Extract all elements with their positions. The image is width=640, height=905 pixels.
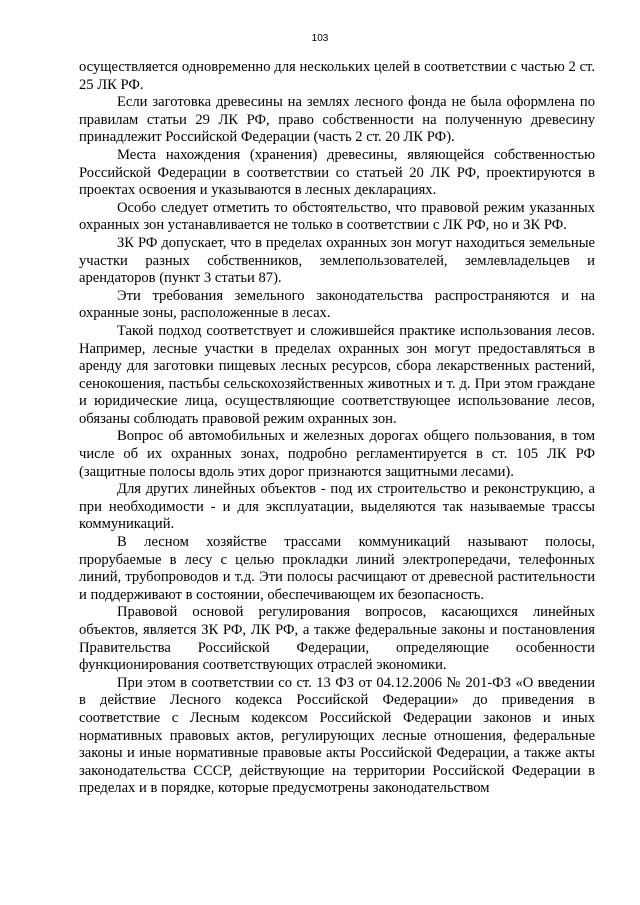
paragraph-9: Для других линейных объектов - под их строительство и реконструкцию, а при необходимости - и для эксплуатации, выделяются так называемые трассы коммуникаций. [79,481,595,533]
paragraph-2: Если заготовка древесины на землях лесного фонда не была оформлена по правилам статьи 29 ЛК РФ, право собственности на полученную древесину принадлежит Российской Федерации (часть 2 ст. 20 ЛК РФ). [79,94,595,146]
paragraph-7: Такой подход соответствует и сложившейся практике использования лесов. Например, лесные участки в пределах охранных зон могут предоставляться в аренду для заготовки пищевых лесных ресурсов, сбора лекарственных растений, сенокошения, пастьбы сельскохозяйственных животных и т. д. При этом граждане и юридические лица, осуществляющие соответствующее использование лесов, обязаны соблюдать правовой режим охранных зон. [79,322,595,427]
paragraph-5: ЗК РФ допускает, что в пределах охранных зон могут находиться земельные участки разных собственников, землепользователей, землевладельцев и арендаторов (пункт 3 статьи 87). [79,234,595,287]
paragraph-3: Места нахождения (хранения) древесины, являющейся собственностью Российской Федерации в соответствии со статьей 20 ЛК РФ, проектируются в проектах освоения и указываются в лесных декларациях. [79,146,595,199]
paragraph-4: Особо следует отметить то обстоятельство, что правовой режим указанных охранных зон устанавливается не только в соответствии с ЛК РФ, но и ЗК РФ. [79,199,595,234]
page-number: 103 [311,33,329,44]
paragraph-8: Вопрос об автомобильных и железных дорогах общего пользования, в том числе об их охранных зонах, подробно регламентируется в ст. 105 ЛК РФ (защитные полосы вдоль этих дорог признаются защитными лесами). [79,428,595,480]
paragraph-10: В лесном хозяйстве трассами коммуникаций называют полосы, прорубаемые в лесу с целью прокладки линий электропередачи, телефонных линий, трубопроводов и т.д. Эти полосы расчищают от древесной растительности и поддерживают в состоянии, обеспечивающем их безопасность. [79,534,595,603]
paragraph-1: осуществляется одновременно для нескольких целей в соответствии с частью 2 ст. 25 ЛК РФ. [79,59,595,93]
paragraph-12: При этом в соответствии со ст. 13 ФЗ от 04.12.2006 № 201-ФЗ «О введении в действие Лесного кодекса Российской Федерации» до приведения в соответствие с Лесным кодексом Российской Федерации законов и иных нормативных правовых актов, регулирующих лесные отношения, федеральные законы и иные нормативные правовые акты Российской Федерации, а также акты законодательства СССР, действующие на территории Российской Федерации в пределах и в порядке, которые предусмотрены законодательством [79,674,595,797]
text-body [79,59,595,798]
paragraph-11: Правовой основой регулирования вопросов, касающихся линейных объектов, является ЗК РФ, ЛК РФ, а также федеральные законы и постановления Правительства Российской Федерации, определяющие особенности функционирования соответствующих отраслей экономики. [79,604,595,674]
paragraph-6: Эти требования земельного законодательства распространяются и на охранные зоны, расположенные в лесах. [79,287,595,322]
